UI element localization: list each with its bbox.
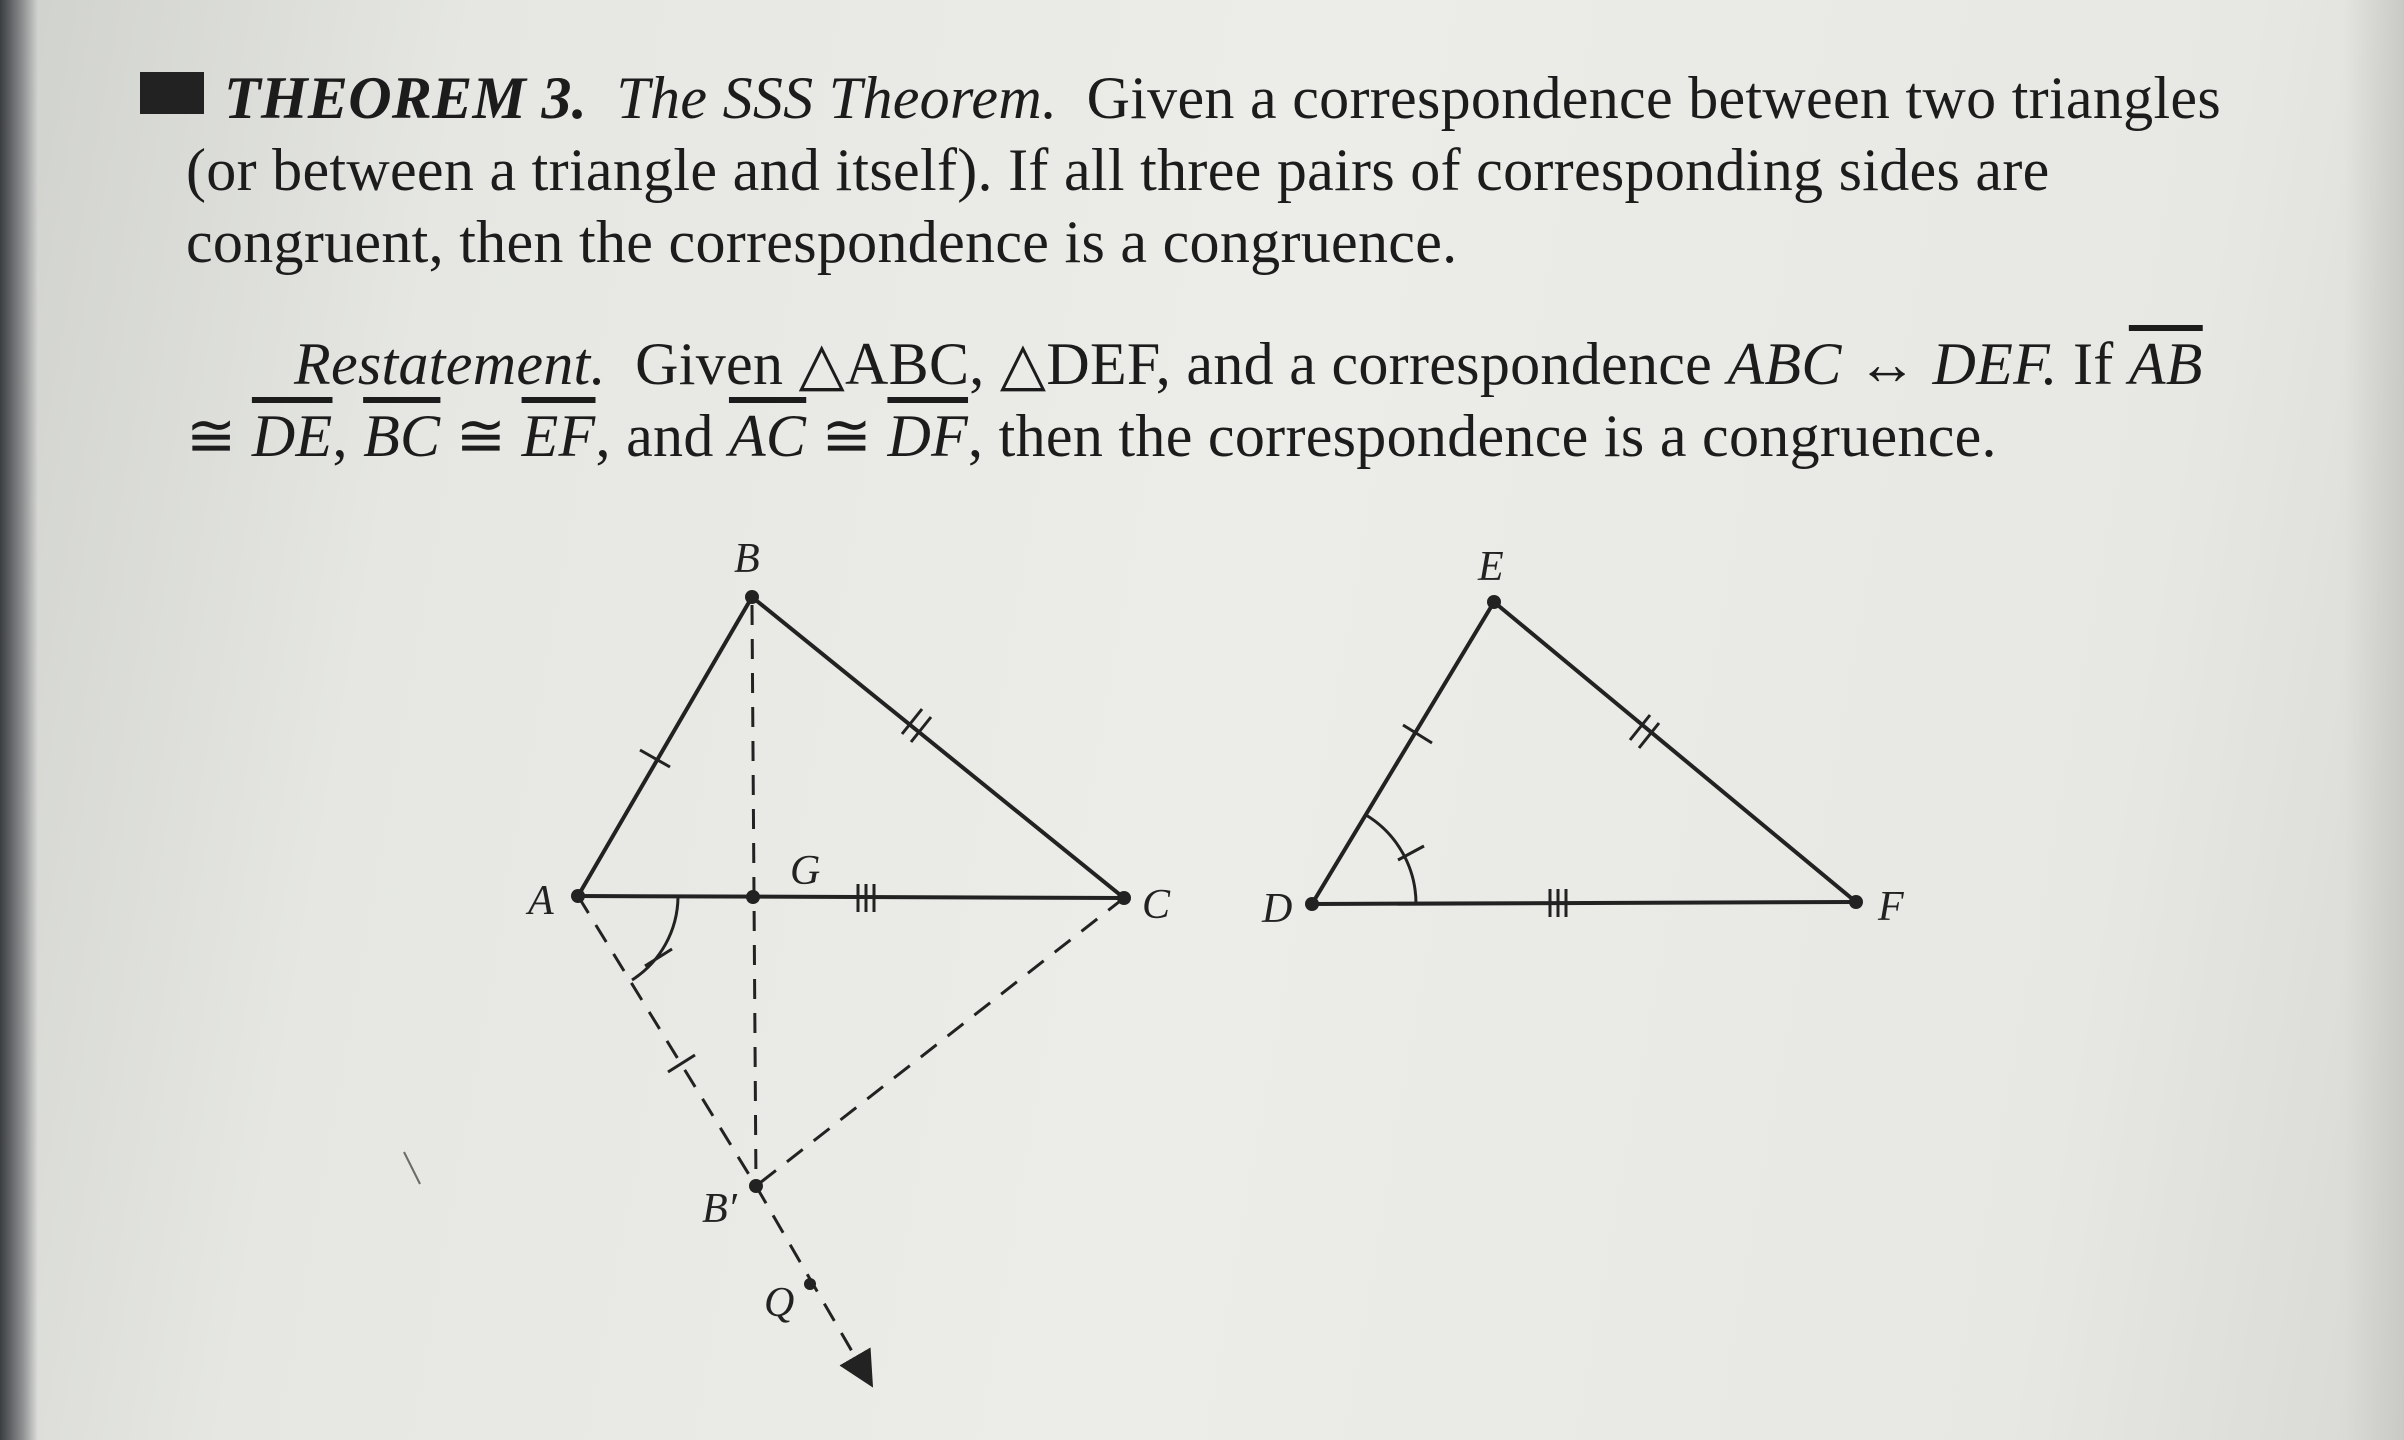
angle-arc-d (1366, 815, 1416, 904)
segment-ab: $\overline{AB}$ (2128, 331, 2203, 397)
congruent-symbol-1: ≅ (186, 403, 237, 469)
side-ab (578, 597, 752, 896)
segment-bc: $\overline{BC}$ (363, 403, 441, 469)
tick-ab-prime-2 (668, 1055, 695, 1072)
label-b-prime: B′ (702, 1186, 737, 1232)
segment-df: $\overline{DF}$ (887, 403, 969, 469)
label-e: E (1478, 544, 1504, 590)
points-abc (571, 590, 1131, 1290)
restatement-correspondence: ABC ↔ DEF. (1727, 331, 2058, 397)
restatement-if: If (2072, 331, 2114, 397)
label-b: B (734, 536, 760, 582)
side-ef (1494, 602, 1856, 902)
theorem-name: The SSS Theorem. (616, 65, 1058, 131)
label-c: C (1142, 882, 1171, 928)
congruent-symbol-2: ≅ (455, 403, 507, 469)
segment-de: $\overline{DE}$ (251, 403, 333, 469)
segment-cb-prime (756, 898, 1124, 1186)
triangle-abc (578, 597, 1124, 898)
point-g (746, 890, 760, 904)
label-d: D (1262, 886, 1293, 932)
point-e (1487, 595, 1501, 609)
point-b (745, 590, 759, 604)
side-df (1312, 902, 1856, 904)
side-ac (578, 896, 1124, 898)
triangle-def (1312, 602, 1856, 904)
segment-ac: $\overline{AC}$ (728, 403, 807, 469)
construction-lines (578, 605, 1124, 1372)
comma-1: , (332, 403, 348, 469)
points-def (1305, 595, 1863, 911)
congruent-symbol-3: ≅ (821, 403, 873, 469)
restatement-label: Restatement. (294, 331, 606, 397)
label-q: Q (764, 1280, 795, 1326)
point-q (804, 1278, 816, 1290)
restatement-given: Given △ABC, △DEF, and a correspondence (635, 331, 1713, 397)
restatement-conclusion: , then the correspondence is a congruence. (968, 403, 1997, 469)
label-a: A (528, 878, 554, 924)
and-word: , and (595, 403, 714, 469)
segment-ef: $\overline{EF}$ (521, 403, 596, 469)
point-d (1305, 897, 1319, 911)
point-a (571, 889, 585, 903)
pencil-mark (404, 1152, 420, 1184)
point-f (1849, 895, 1863, 909)
theorem-heading: THEOREM 3. (224, 65, 588, 131)
theorem-body: Given a correspondence between two triangles (or between a triangle and itself). If all three pairs of corresponding sides are congruent, then the correspondence is a congruence. (186, 65, 2221, 275)
angle-arc-a (632, 897, 678, 980)
congruence-ticks-abc (632, 709, 931, 1072)
label-g: G (790, 848, 821, 894)
point-b-prime (749, 1179, 763, 1193)
label-f: F (1878, 884, 1904, 930)
point-c (1117, 891, 1131, 905)
